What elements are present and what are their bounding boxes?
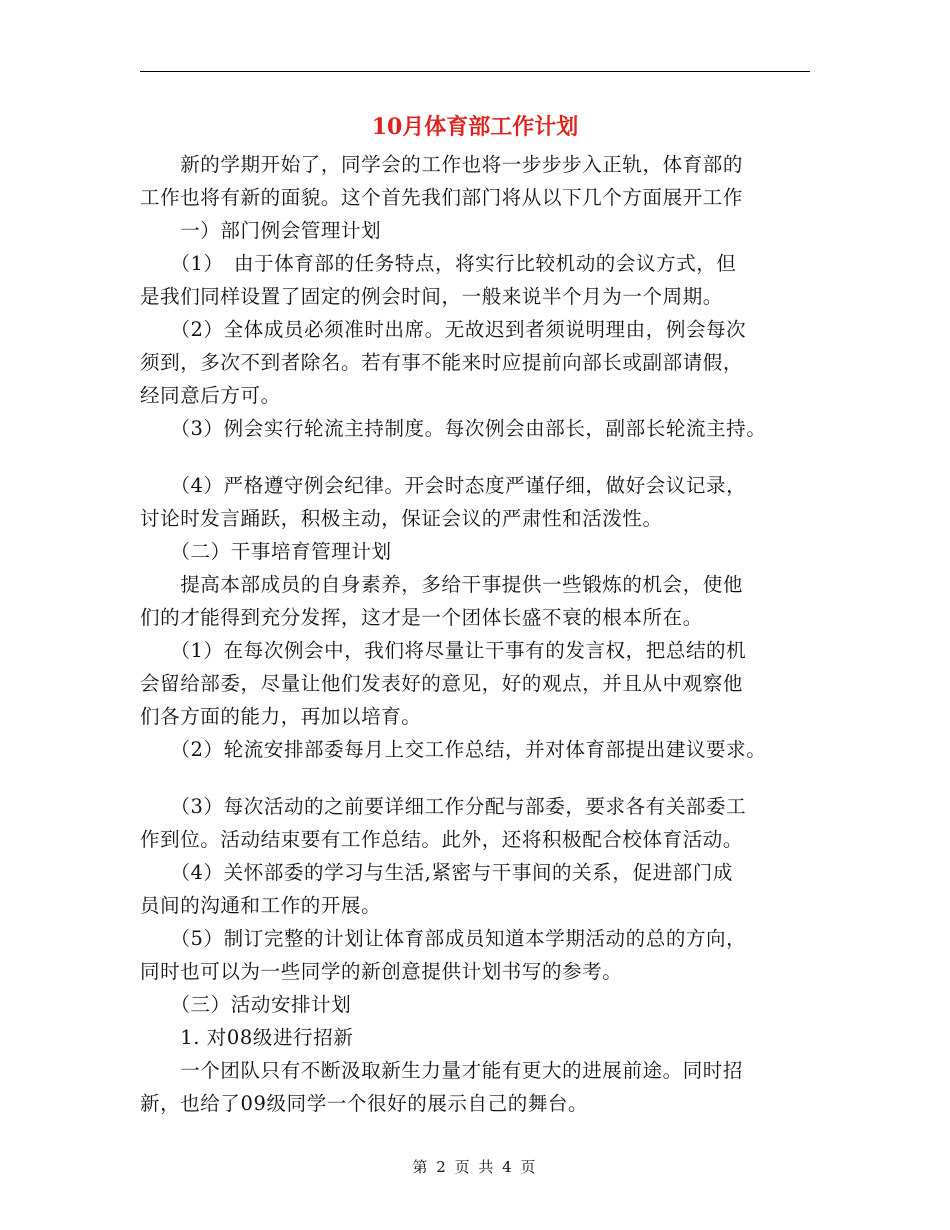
body-line: 经同意后方可。 [140,384,281,407]
body-line: 会留给部委，尽量让他们发表好的意见，好的观点，并且从中观察他 [140,672,744,695]
section-heading: （二）干事培育管理计划 [140,540,392,563]
body-line: 1. 对08级进行招新 [140,1026,354,1049]
body-line: （1）在每次例会中，我们将尽量让干事有的发言权，把总结的机 [140,639,747,662]
page-number: 第 2 页 共 4 页 [412,1158,538,1176]
body-line: 提高本部成员的自身素养，多给干事提供一些锻炼的机会，使他 [140,573,744,596]
body-line: 作到位。活动结束要有工作总结。此外，还将积极配合校体育活动。 [140,828,744,851]
body-line: （1） 由于体育部的任务特点，将实行比较机动的会议方式，但 [140,252,737,275]
body-line: 新的学期开始了，同学会的工作也将一步步步入正轨，体育部的 [140,153,744,176]
body-line: （2）轮流安排部委每月上交工作总结，并对体育部提出建议要求。 [140,738,767,761]
body-line: 们的才能得到充分发挥，这才是一个团体长盛不衰的根本所在。 [140,606,703,629]
document-title: 10月体育部工作计划 [371,114,579,140]
body-line: 须到，多次不到者除名。若有事不能来时应提前向部长或副部请假， [140,351,744,374]
body-line: （4）严格遵守例会纪律。开会时态度严谨仔细，做好会议记录， [140,474,747,497]
body-line: 同时也可以为一些同学的新创意提供计划书写的参考。 [140,960,623,983]
body-line: （3）每次活动的之前要详细工作分配与部委，要求各有关部委工 [140,795,747,818]
section-heading: 一）部门例会管理计划 [140,219,382,242]
body-line: 员间的沟通和工作的开展。 [140,894,382,917]
body-line: 工作也将有新的面貌。这个首先我们部门将从以下几个方面展开工作 [140,186,744,209]
body-line: （3）例会实行轮流主持制度。每次例会由部长，副部长轮流主持。 [140,417,767,440]
body-line: （4）关怀部委的学习与生活,紧密与干事间的关系，促进部门成 [140,861,733,884]
body-line: 们各方面的能力，再加以培育。 [140,705,422,728]
body-line: 讨论时发言踊跃，积极主动，保证会议的严肃性和活泼性。 [140,507,663,530]
body-line: 是我们同样设置了固定的例会时间，一般来说半个月为一个周期。 [140,285,723,308]
body-line: （5）制订完整的计划让体育部成员知道本学期活动的总的方向， [140,927,747,950]
section-heading: （三）活动安排计划 [140,993,352,1016]
body-line: 新，也给了09级同学一个很好的展示自己的舞台。 [140,1092,589,1115]
body-line: （2）全体成员必须准时出席。无故迟到者须说明理由，例会每次 [140,318,747,341]
header-rule [140,71,810,72]
body-line: 一个团队只有不断汲取新生力量才能有更大的进展前途。同时招 [140,1059,744,1082]
